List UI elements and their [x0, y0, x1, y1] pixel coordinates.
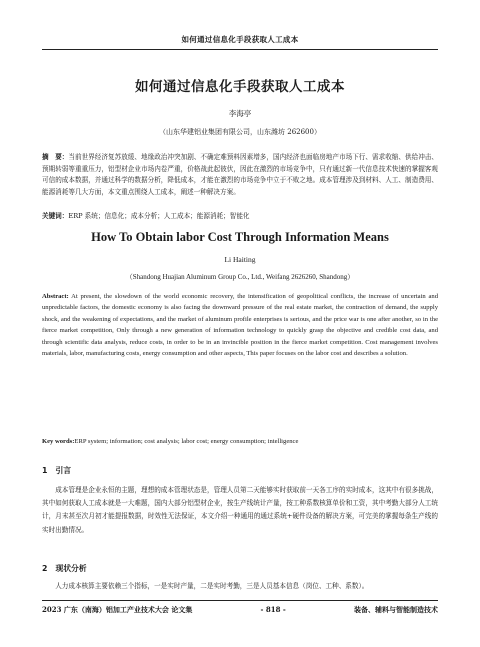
section-body-analysis: 人力成本核算主要依赖三个指标，一是实时产量，二是实时考勤，三是人员基本信息（岗位、工种、系数）。: [55, 582, 369, 590]
english-affiliation: （Shandong Huajian Aluminum Group Co., Ltd., Weifang 2626260, Shandong）: [125, 273, 355, 281]
section-number: 2: [42, 564, 48, 573]
section-body-introduction: 成本管理是企业永恒的主题，理想的成本管理状态是，管理人员第二天能够实时获取前一天各工序的实时成本，这其中有很多挑战，其中如何获取人工成本就是一大难题，国内大部分铝型材企业，按生产线统计产量，按工种系数核算单价和工资，其中考勤大部分人工统计，月末甚至次月初才能提报数据，时效性无法保证，本文介绍一种通用的通过系统+硬件设备的解决方案，可完美的掌握每条生产线的实时出勤情况。: [42, 486, 438, 534]
chinese-affiliation: （山东华建铝业集团有限公司，山东潍坊 262600）: [159, 128, 321, 136]
chinese-abstract-label: 摘 要：: [42, 153, 69, 161]
section-number: 1: [42, 466, 48, 475]
footer-section-name: 装备、辅料与智能制造技术: [354, 605, 438, 614]
english-keywords-label: Key words:: [42, 438, 75, 445]
section-title: 现状分析: [55, 564, 87, 573]
running-header: 如何通过信息化手段获取人工成本: [42, 34, 438, 50]
section-heading-introduction: [42, 465, 71, 476]
english-keywords-text: ERP system; information; cost analysis; labor cost; energy consumption; intelligence: [74, 438, 299, 445]
section-title: 引言: [55, 466, 72, 475]
chinese-abstract-text: 当前世界经济复苏放缓、地缘政治冲突加剧、不确定难预料因素增多，国内经济也面临房地产市场下行、需求收缩、供给冲击、预期转弱等重重压力，铝型材企业市场内卷严重，价格战此起彼伏，因此在激烈的市场竞争中，只有通过新一代信息技术快速的掌握客观可信的成本数据，并通过科学的数据分析，降低成本，才能在激烈的市场竞争中立于不败之地。成本管理涉及到材料、人工、制造费用、能源消耗等几大方面，本文重点围绕人工成本，阐述一种解决方案。: [42, 153, 439, 196]
chinese-abstract: [42, 152, 438, 198]
english-abstract-label: Abstract:: [42, 293, 69, 300]
chinese-title: 如何通过信息化手段获取人工成本: [135, 79, 345, 95]
section-heading-analysis: [42, 563, 87, 574]
english-keywords: [42, 436, 438, 447]
english-author: Li Haiting: [224, 255, 256, 264]
english-abstract: [42, 291, 438, 359]
english-title: How To Obtain labor Cost Through Information Means: [91, 230, 389, 244]
footer-proceedings: 2023 广东（南海）铝加工产业技术大会 论文集: [42, 605, 193, 614]
chinese-keywords-label: 关键词：: [42, 212, 69, 220]
english-abstract-text: At present, the slowdown of the world economic recovery, the intensification of geopolitical conflicts, the increase of uncertain and unpredictable factors, the domestic economy is also facing the downward pressure of the real estate market, the contraction of demand, the supply shock, and the weakening of expectations, and the market of aluminum profile enterprises is serious, and the price war is one after another, so in the fierce market competition, Only through a new generation of information technology to quickly grasp the objective and credible cost data, and through scientific data analysis, reduce costs, in order to be in an invincible position in the fierce market competition. Cost management involves materials, labor, manufacturing costs, energy consumption and other aspects, This paper focuses on the labor cost and describes a solution.: [42, 293, 438, 358]
chinese-keywords: [42, 211, 438, 222]
chinese-author: 李海亭: [228, 109, 252, 118]
chinese-keywords-text: ERP 系统；信息化；成本分析；人工成本；能源消耗；智能化: [68, 212, 250, 220]
footer-page-number: - 818 -: [260, 605, 286, 614]
page-footer: [42, 600, 438, 615]
